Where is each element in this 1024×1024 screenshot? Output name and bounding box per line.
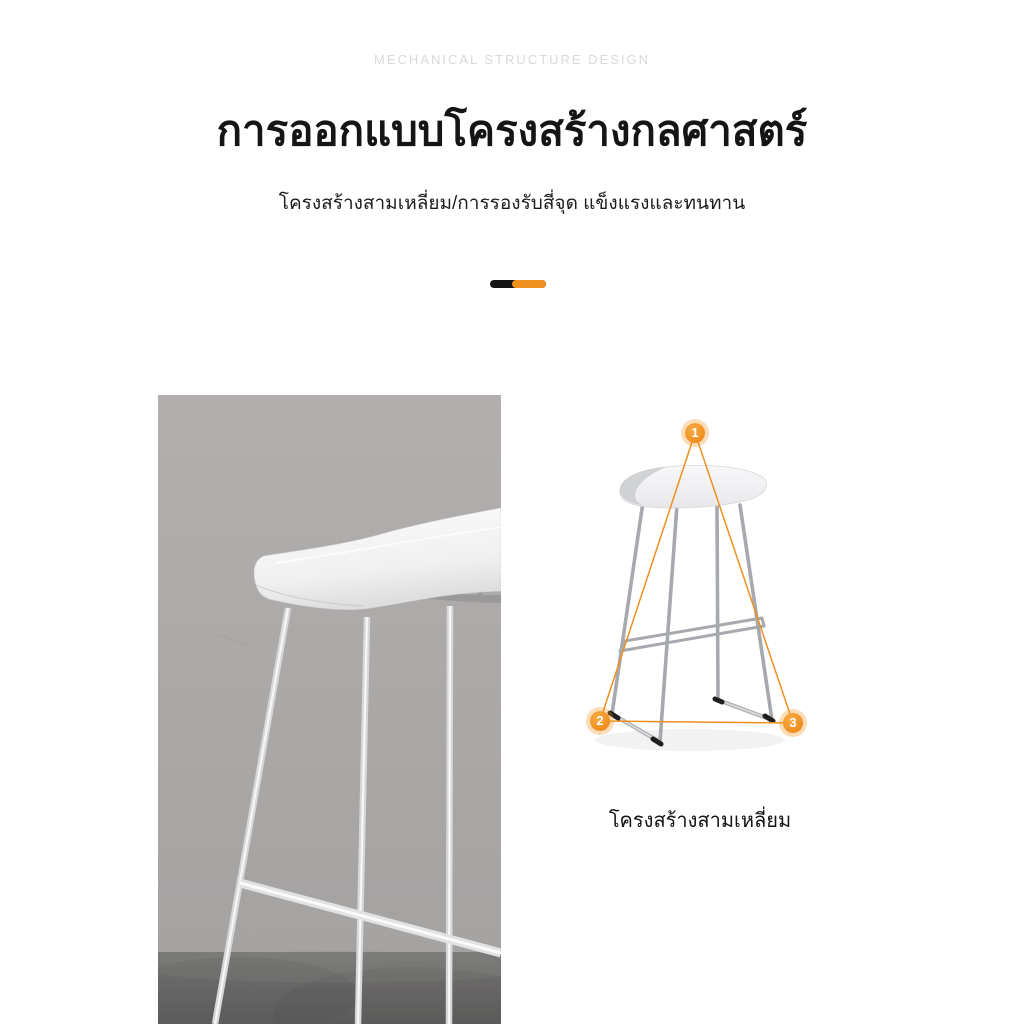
stool-shadow [595, 729, 785, 751]
product-photo-closeup [158, 395, 501, 1024]
stool-legs [612, 502, 772, 742]
structure-diagram [550, 398, 850, 798]
marker-1: 1 [685, 423, 705, 443]
marker-3: 3 [783, 713, 803, 733]
divider-accent [512, 280, 546, 288]
diagram-caption: โครงสร้างสามเหลี่ยม [608, 810, 792, 832]
marker-2: 2 [590, 711, 610, 731]
divider [490, 280, 546, 288]
footrest-ring [620, 618, 764, 651]
eyebrow-text: MECHANICAL STRUCTURE DESIGN [374, 52, 650, 67]
page-subtitle: โครงสร้างสามเหลี่ยม/การรองรับสี่จุด แข็งแรงและทนทาน [278, 193, 746, 214]
photo-illustration [158, 395, 501, 1024]
stool-diagram [550, 398, 850, 798]
page-title: การออกแบบโครงสร้างกลศาสตร์ [216, 107, 808, 154]
